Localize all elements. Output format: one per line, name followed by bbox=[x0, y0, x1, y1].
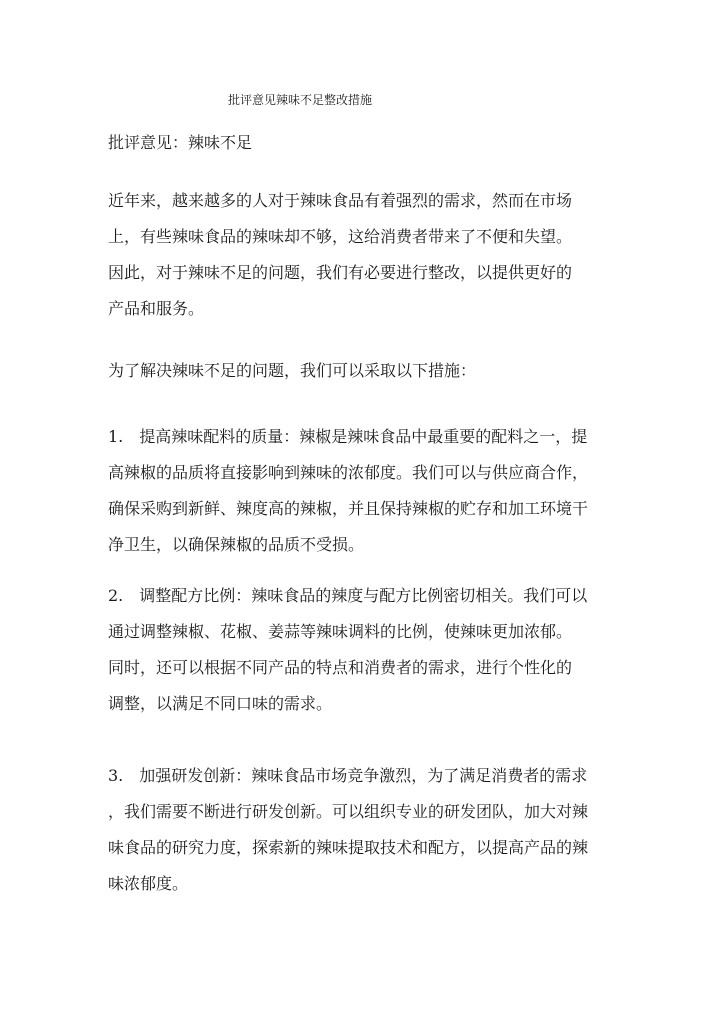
lead-paragraph: 为了解决辣味不足的问题，我们可以采取以下措施： bbox=[108, 361, 477, 380]
measure-item-1: 1. 提高辣味配料的质量：辣椒是辣味食品中最重要的配料之一，提 高辣椒的品质将直接影响到辣味的浓郁度。我们可以与供应商合作， 确保采购到新鲜、辣度高的辣椒，并且保持辣椒的贮存和加工环境干 净卫生，以确保辣椒的品质不受损。 bbox=[108, 427, 589, 554]
document-title: 批评意见辣味不足整改措施 bbox=[228, 93, 373, 107]
measure-item-2: 2. 调整配方比例：辣味食品的辣度与配方比例密切相关。我们可以 通过调整辣椒、花椒、姜蒜等辣味调料的比例，使辣味更加浓郁。 同时，还可以根据不同产品的特点和消费者的需求，进行个性化的 调整，以满足不同口味的需求。 bbox=[108, 586, 588, 713]
measure-item-3: 3. 加强研发创新：辣味食品市场竞争激烈，为了满足消费者的需求 ，我们需要不断进行研发创新。可以组织专业的研发团队，加大对辣 味食品的研究力度，探索新的辣味提取技术和配方，以提高产品的辣 味浓郁度。 bbox=[108, 766, 589, 893]
intro-paragraph: 近年来，越来越多的人对于辣味食品有着强烈的需求，然而在市场 上，有些辣味食品的辣味却不够，这给消费者带来了不便和失望。 因此，对于辣味不足的问题，我们有必要进行整改，以提供更好的 产品和服务。 bbox=[108, 191, 573, 318]
section-heading: 批评意见：辣味不足 bbox=[108, 133, 253, 152]
